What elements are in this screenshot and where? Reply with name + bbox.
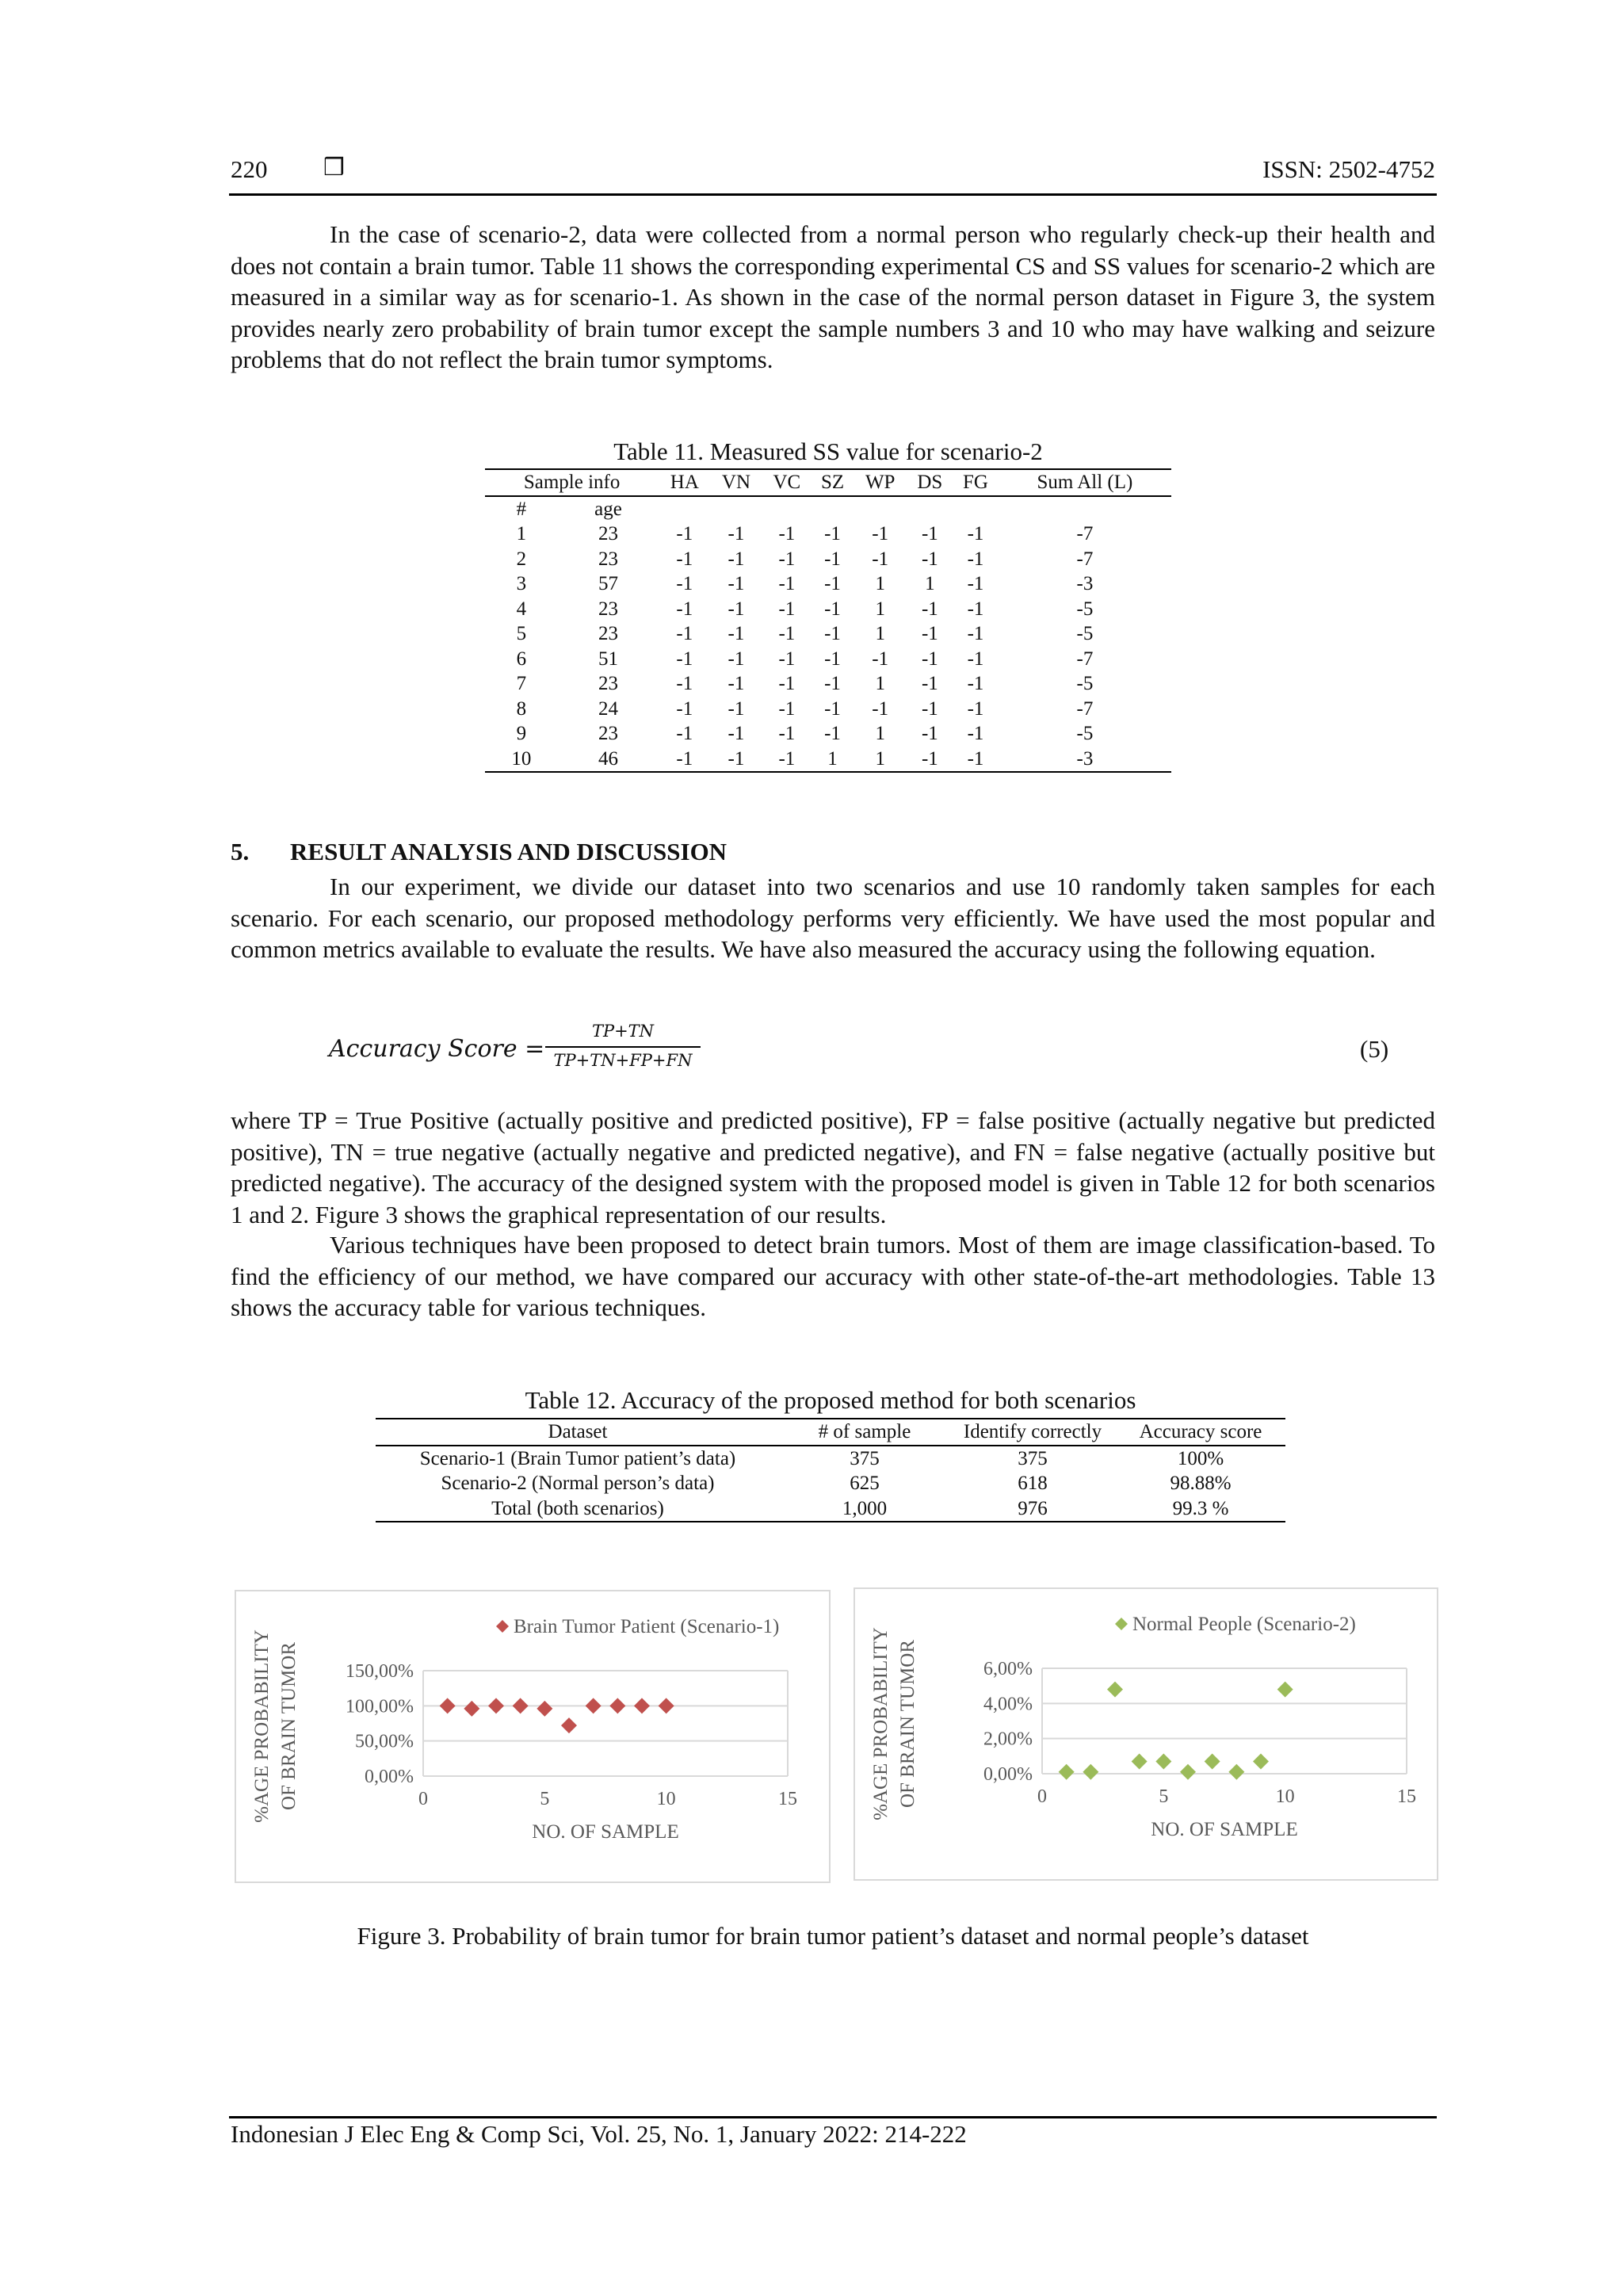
table11-cell: -1: [967, 723, 984, 744]
chart2-point: [1277, 1682, 1293, 1698]
table11-cell: -1: [676, 673, 693, 694]
chart2-point: [1107, 1682, 1123, 1698]
table11-header-2: VN: [710, 469, 762, 496]
table11-cell: -1: [824, 697, 841, 720]
chart-scenario-2: [854, 1587, 1438, 1881]
table11-subheader-0: #: [516, 498, 527, 520]
issn: ISSN: 2502-4752: [1262, 155, 1435, 183]
chart2-point: [1205, 1753, 1220, 1769]
table12-cell: Scenario-2 (Normal person’s data): [441, 1473, 715, 1494]
chart1-point: [513, 1698, 529, 1713]
table12-row: [376, 1496, 1285, 1522]
table12-cell: Total (both scenarios): [376, 1496, 780, 1522]
table11-cell: -1: [921, 723, 938, 744]
section-number: 5.: [231, 838, 250, 865]
table11-cell: 23: [598, 723, 619, 744]
header-box-icon: ❒: [323, 154, 345, 181]
chart1-x-tick-label: 10: [656, 1789, 676, 1809]
table12-row: [376, 1471, 1285, 1496]
equation-number: (5): [1360, 1035, 1389, 1063]
table11-cell: 23: [598, 673, 619, 694]
table11-cell: 23: [598, 523, 619, 544]
table11-row: [485, 747, 1171, 773]
table11-cell: -1: [824, 598, 841, 620]
chart-scenario-2-svg: [855, 1589, 1437, 1879]
table11-cell: -5: [1076, 723, 1094, 744]
section5-paragraph2: where TP = True Positive (actually positive and predicted positive), FP = false positive (actually negative but predicted positive), TN = true negative (actually negative and predicted negative), and FN = false negative (actually positive but predicted negative). The accuracy of the designed system with the proposed model is given in Table 12 for both scenarios 1 and 2. Figure 3 shows the graphical representation of our results.: [231, 1106, 1435, 1228]
chart1-y-tick-label: 150,00%: [346, 1661, 414, 1682]
table11-cell: 1: [875, 623, 885, 644]
table11-cell: 1: [812, 747, 854, 773]
table11-cell: -1: [921, 548, 938, 570]
section-title: RESULT ANALYSIS AND DISCUSSION: [290, 838, 727, 865]
table11-cell: -1: [676, 723, 693, 744]
table11-row: [485, 521, 1171, 547]
table11-cell: 6: [516, 648, 527, 670]
table11-cell: -5: [1076, 623, 1094, 644]
table11-cell: -1: [676, 598, 693, 620]
chart1-legend: [496, 1616, 779, 1637]
table11-cell: -1: [824, 573, 841, 594]
table11-row: [485, 697, 1171, 722]
table11-cell: -1: [659, 747, 710, 773]
chart1-x-tick-label: 0: [418, 1789, 428, 1809]
chart2-y-tick-label: 0,00%: [983, 1764, 1033, 1785]
chart1-y-tick-label: 0,00%: [365, 1767, 414, 1787]
fraction-bar: [545, 1046, 701, 1048]
table11: [485, 468, 1171, 773]
table12-header-1: # of sample: [780, 1419, 949, 1446]
table11-cell: -1: [778, 523, 796, 544]
table11-cell: -1: [921, 623, 938, 644]
chart2-legend-marker: [1115, 1618, 1128, 1630]
table11-cell: 51: [598, 648, 619, 670]
table11-cell: -1: [727, 523, 745, 544]
table12-cell: 100%: [1177, 1447, 1224, 1469]
table11-cell: -1: [921, 598, 938, 620]
table11-cell: 9: [516, 723, 527, 744]
table11-cell: 23: [598, 623, 619, 644]
table11-cell: -1: [967, 648, 984, 670]
table11-cell: 5: [516, 623, 527, 644]
table11-cell: -1: [727, 573, 745, 594]
table11-cell: 57: [598, 573, 619, 594]
table11-cell: -1: [676, 573, 693, 594]
table11-cell: -1: [762, 747, 812, 773]
table11-cell: -1: [824, 648, 841, 670]
chart1-point: [440, 1698, 456, 1713]
table11-row: [485, 597, 1171, 622]
table11-cell: -1: [921, 697, 938, 720]
table11-cell: -1: [953, 747, 999, 773]
table12-caption: Table 12. Accuracy of the proposed method for both scenarios: [525, 1386, 1136, 1414]
table12-cell: 99.3 %: [1116, 1496, 1285, 1522]
table11-cell: -1: [778, 673, 796, 694]
table11-row: [485, 647, 1171, 672]
section5-paragraph1: In our experiment, we divide our dataset into two scenarios and use 10 randomly taken samples for each scenario. For each scenario, our proposed methodology performs very efficiently. We have used the most popular and common metrics available to evaluate the results. We have also measured the accuracy using the following equation.: [231, 873, 1435, 963]
table11-cell: -1: [967, 573, 984, 594]
chart1-point: [464, 1701, 479, 1717]
table11-header-0: Sample info: [485, 469, 659, 496]
table11-cell: -1: [967, 598, 984, 620]
chart2-y-tick-label: 2,00%: [983, 1729, 1033, 1750]
table11-cell: 1: [875, 598, 885, 620]
table11-cell: -1: [824, 723, 841, 744]
chart2-x-tick-label: 0: [1037, 1786, 1047, 1807]
table11-cell: -5: [1076, 598, 1094, 620]
table11-cell: 1: [875, 723, 885, 744]
table11-cell: -7: [1076, 697, 1094, 720]
chart1-y-tick-label: 50,00%: [355, 1731, 414, 1752]
table12-cell: 625: [850, 1473, 880, 1494]
section-heading: [231, 838, 727, 866]
table12: [376, 1418, 1285, 1522]
footer-rule: [229, 2116, 1437, 2118]
table11-header-8: Sum All (L): [999, 469, 1171, 496]
chart1-legend-marker: [496, 1620, 509, 1633]
table11-cell: -1: [921, 673, 938, 694]
table11-header-7: FG: [953, 469, 999, 496]
table11-cell: -1: [676, 548, 693, 570]
table11-cell: -1: [967, 697, 984, 720]
equation-numerator: TP+TN: [591, 1022, 655, 1041]
table11-subheader-1: age: [594, 498, 622, 520]
page-number: 220: [231, 155, 268, 183]
chart1-point: [488, 1698, 504, 1713]
table11-cell: -3: [999, 747, 1171, 773]
table12-header-2: Identify correctly: [949, 1419, 1116, 1446]
chart1-y-axis-label: %AGE PROBABILITY: [251, 1629, 273, 1823]
chart2-point: [1155, 1753, 1171, 1769]
table11-cell: -1: [778, 573, 796, 594]
table11-cell: -1: [778, 598, 796, 620]
table11-cell: 2: [516, 548, 527, 570]
table11-cell: -1: [778, 697, 796, 720]
table12-cell: 98.88%: [1170, 1473, 1232, 1494]
table12-cell: 1,000: [780, 1496, 949, 1522]
chart2-y-tick-label: 4,00%: [983, 1694, 1033, 1715]
table11-cell: -1: [676, 523, 693, 544]
table11-cell: -3: [1076, 573, 1094, 594]
chart1-legend-label: Brain Tumor Patient (Scenario-1): [514, 1616, 780, 1637]
table11-cell: -1: [727, 723, 745, 744]
chart2-y-axis-label: OF BRAIN TUMOR: [897, 1639, 918, 1809]
table11-row: [485, 671, 1171, 697]
table11-cell: 1: [925, 573, 935, 594]
table12-cell: Scenario-1 (Brain Tumor patient’s data): [419, 1447, 736, 1469]
chart2-point: [1180, 1764, 1196, 1780]
table11-cell: -1: [907, 747, 953, 773]
chart2-point: [1132, 1753, 1148, 1769]
table11-cell: -1: [676, 697, 693, 720]
table11-cell: -1: [778, 723, 796, 744]
chart1-x-axis-label: NO. OF SAMPLE: [532, 1821, 679, 1843]
table11-row: [485, 621, 1171, 647]
table12-cell: 375: [850, 1447, 880, 1469]
table11-cell: -1: [967, 548, 984, 570]
table11-cell: -1: [872, 523, 889, 544]
chart-scenario-1: [235, 1590, 831, 1883]
chart2-x-tick-label: 10: [1275, 1786, 1295, 1807]
chart1-y-axis-label: OF BRAIN TUMOR: [278, 1641, 300, 1811]
table11-cell: -1: [778, 623, 796, 644]
table11-cell: 1: [516, 523, 527, 544]
chart2-x-tick-label: 15: [1397, 1786, 1416, 1807]
table11-cell: -1: [676, 623, 693, 644]
chart-scenario-1-svg: [236, 1591, 829, 1881]
chart1-x-tick-label: 15: [778, 1789, 797, 1809]
table11-cell: -1: [727, 697, 745, 720]
table11-cell: -1: [872, 548, 889, 570]
table11-header-1: HA: [659, 469, 710, 496]
chart1-x-tick-label: 5: [540, 1789, 550, 1809]
table12-header-0: Dataset: [376, 1419, 780, 1446]
chart1-y-tick-label: 100,00%: [346, 1696, 414, 1717]
equation-lhs: Accuracy Score =: [329, 1035, 545, 1063]
chart1-point: [537, 1701, 552, 1717]
table11-header-6: DS: [907, 469, 953, 496]
table11-cell: 10: [485, 747, 558, 773]
intro-paragraph: In the case of scenario-2, data were collected from a normal person who regularly check-up their health and does not contain a brain tumor. Table 11 shows the corresponding experimental CS and SS values for scenario-2 which are measured in a similar way as for scenario-1. As shown in the case of the normal person dataset in Figure 3, the system provides nearly zero probability of brain tumor except the sample numbers 3 and 10 who may have walking and seizure problems that do not reflect the brain tumor symptoms.: [231, 220, 1435, 373]
table11-row: [485, 571, 1171, 597]
header-rule: [229, 193, 1437, 196]
table11-cell: 4: [516, 598, 527, 620]
chart1-point: [561, 1717, 577, 1733]
table11-cell: -1: [676, 648, 693, 670]
footer-citation: Indonesian J Elec Eng & Comp Sci, Vol. 25, No. 1, January 2022: 214-222: [231, 2120, 967, 2148]
table11-cell: 1: [875, 673, 885, 694]
table11-cell: -1: [824, 548, 841, 570]
table11-cell: -1: [872, 648, 889, 670]
chart1-point: [609, 1698, 625, 1713]
table11-subheader-row: [485, 496, 1171, 522]
chart2-point: [1228, 1764, 1244, 1780]
table11-cell: 3: [516, 573, 527, 594]
equation-denominator: TP+TN+FP+FN: [553, 1051, 693, 1070]
table11-cell: -1: [727, 548, 745, 570]
table11-row: [485, 721, 1171, 747]
table11-cell: -1: [727, 673, 745, 694]
table12-header-3: Accuracy score: [1116, 1419, 1285, 1446]
table11-cell: 8: [516, 697, 527, 720]
chart2-point: [1059, 1764, 1075, 1780]
chart2-x-tick-label: 5: [1159, 1786, 1169, 1807]
table11-cell: -7: [1076, 648, 1094, 670]
table11-cell: -1: [824, 623, 841, 644]
table11-header-3: VC: [762, 469, 812, 496]
table11-cell: 46: [558, 747, 659, 773]
chart1-point: [634, 1698, 650, 1713]
chart2-y-tick-label: 6,00%: [983, 1659, 1033, 1679]
table11-cell: -1: [824, 523, 841, 544]
table11-cell: -7: [1076, 523, 1094, 544]
table11-cell: 24: [598, 697, 619, 720]
table11-cell: 7: [516, 673, 527, 694]
table11-cell: -7: [1076, 548, 1094, 570]
table11-caption: Table 11. Measured SS value for scenario-2: [613, 437, 1043, 465]
table11-cell: -1: [921, 523, 938, 544]
chart2-legend: [1115, 1614, 1356, 1635]
table11-cell: -1: [727, 648, 745, 670]
table11-header-5: WP: [854, 469, 907, 496]
chart1-point: [586, 1698, 601, 1713]
table11-cell: 1: [854, 747, 907, 773]
table11-cell: 1: [875, 573, 885, 594]
chart2-point: [1253, 1753, 1269, 1769]
chart2-legend-label: Normal People (Scenario-2): [1132, 1614, 1356, 1635]
chart2-point: [1083, 1764, 1098, 1780]
table11-cell: -1: [967, 623, 984, 644]
table11-cell: -1: [727, 598, 745, 620]
table12-row: [376, 1446, 1285, 1472]
figure3-caption: Figure 3. Probability of brain tumor for brain tumor patient’s dataset and normal people’s dataset: [357, 1922, 1309, 1950]
table11-cell: -1: [824, 673, 841, 694]
table11-cell: -1: [778, 648, 796, 670]
table11-row: [485, 547, 1171, 572]
table12-cell: 618: [1018, 1473, 1048, 1494]
table11-cell: 23: [598, 548, 619, 570]
table11-cell: -1: [710, 747, 762, 773]
table12-cell: 375: [1018, 1447, 1048, 1469]
section5-paragraph3: Various techniques have been proposed to detect brain tumors. Most of them are image classification-based. To find the efficiency of our method, we have compared our accuracy with other state-of-the-art methodologies. Table 13 shows the accuracy table for various techniques.: [231, 1231, 1435, 1321]
chart2-y-axis-label: %AGE PROBABILITY: [870, 1627, 892, 1820]
chart2-x-axis-label: NO. OF SAMPLE: [1151, 1819, 1298, 1840]
table11-cell: -1: [727, 623, 745, 644]
table11-header-4: SZ: [812, 469, 854, 496]
table11-cell: 23: [598, 598, 619, 620]
table11-cell: -1: [778, 548, 796, 570]
table11-cell: -1: [872, 697, 889, 720]
table11-cell: -1: [967, 523, 984, 544]
table11-cell: -5: [1076, 673, 1094, 694]
table11-cell: -1: [967, 673, 984, 694]
table11-cell: -1: [921, 648, 938, 670]
table12-cell: 976: [949, 1496, 1116, 1522]
chart1-point: [659, 1698, 674, 1713]
